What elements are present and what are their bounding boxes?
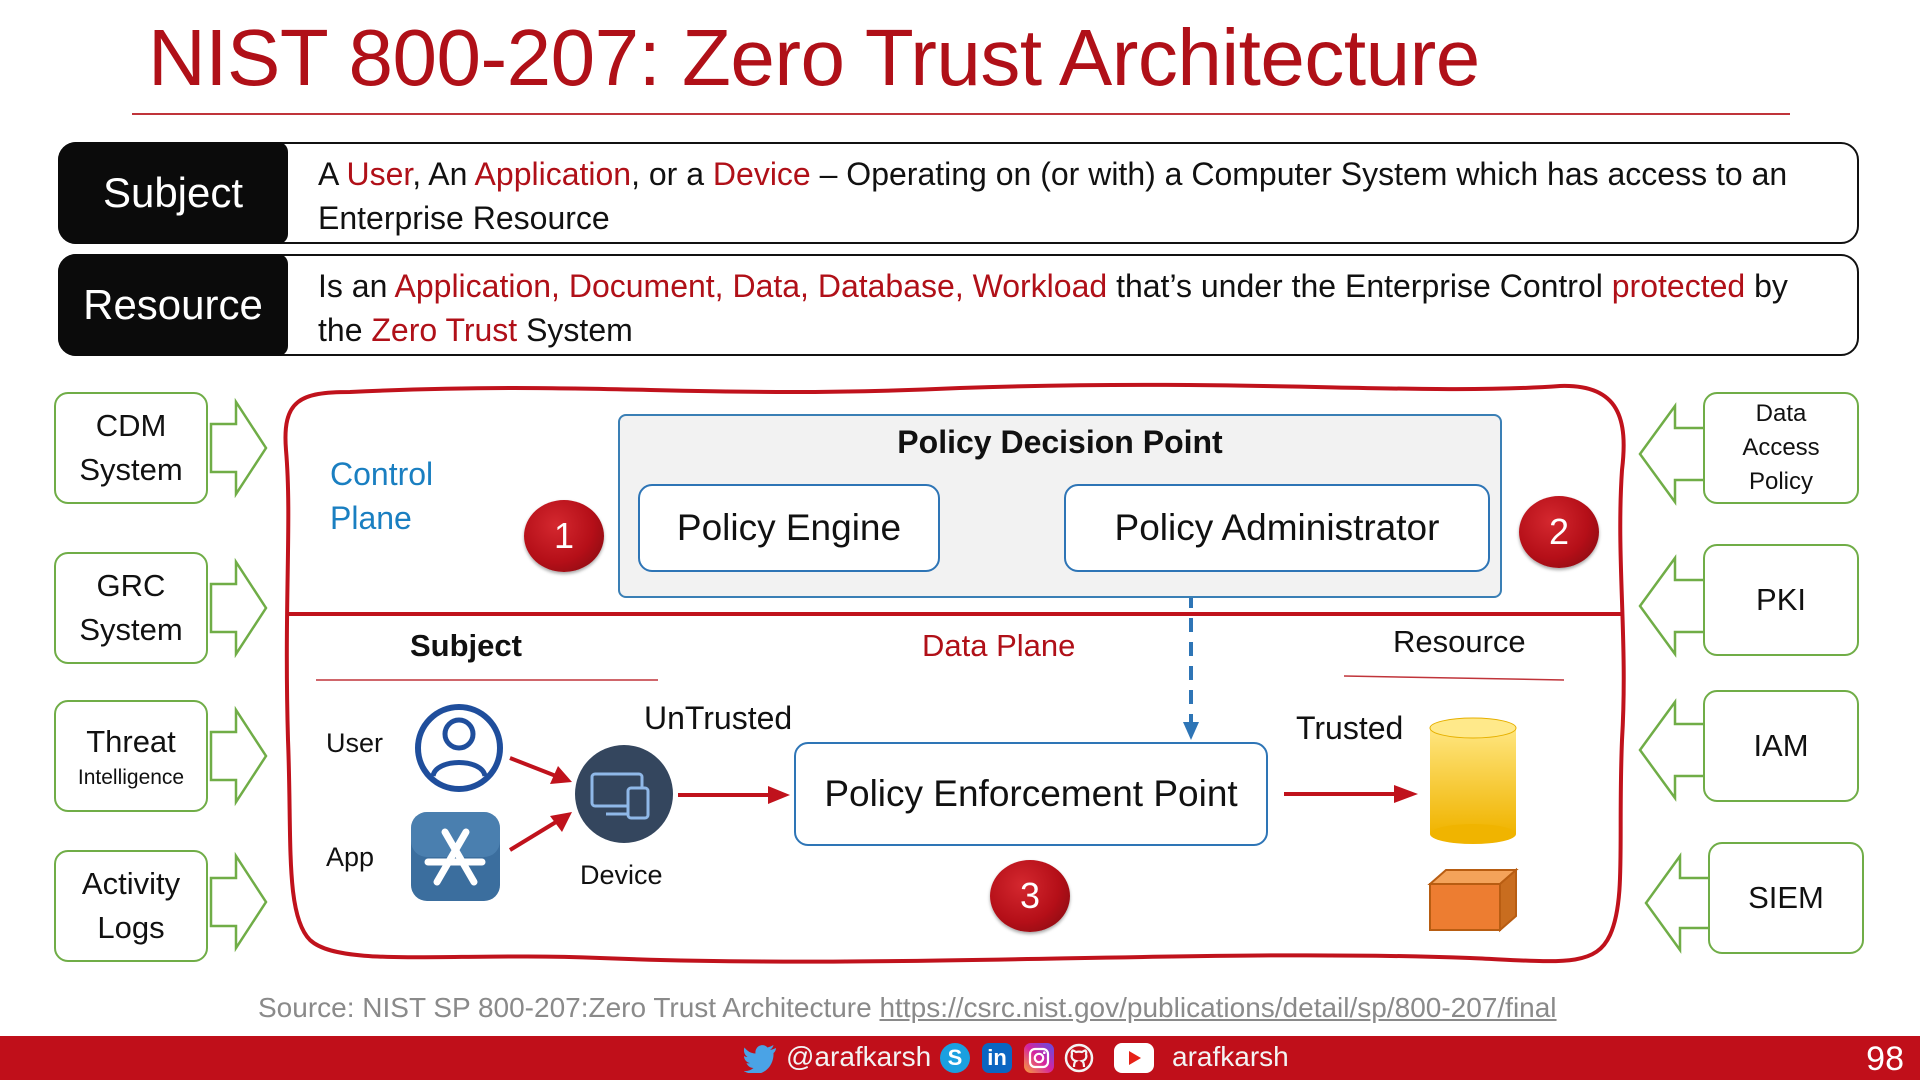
desc-highlight: Application, Document, Data, Database, Workload	[394, 268, 1108, 304]
youtube-handle[interactable]: arafkarsh	[1172, 1041, 1289, 1072]
linkedin-icon[interactable]: in	[982, 1043, 1012, 1073]
threat-intelligence-box	[54, 700, 208, 812]
input-arrow	[211, 562, 266, 654]
box-label: Access	[1742, 434, 1820, 461]
subject-heading: Subject	[410, 628, 522, 663]
badge-2: 2	[1519, 496, 1599, 568]
app-device-arrow	[510, 822, 556, 850]
box-label: Data	[1755, 400, 1807, 427]
source-prefix: Source: NIST SP 800-207:Zero Trust Architecture	[258, 992, 880, 1023]
policy-engine-box: Policy Engine	[638, 484, 940, 572]
box-label: Intelligence	[77, 766, 185, 789]
badge-1: 1	[524, 500, 604, 572]
input-arrow	[211, 402, 266, 494]
control-plane-label	[330, 452, 433, 540]
siem-box	[1708, 842, 1864, 954]
device-icon	[575, 745, 673, 843]
desc-highlight: protected	[1611, 268, 1746, 304]
skype-icon[interactable]: S	[940, 1043, 970, 1073]
desc-text: , or a	[631, 156, 713, 192]
box-label: Activity	[81, 866, 181, 901]
desc-highlight: Application	[474, 156, 632, 192]
box-label: SIEM	[1748, 880, 1824, 915]
github-icon[interactable]	[1064, 1043, 1094, 1073]
box-label: Threat	[86, 724, 176, 759]
box-label: Policy	[1748, 468, 1814, 495]
box-label: System	[79, 612, 183, 647]
label-line: Plane	[330, 500, 412, 536]
data-access-policy-box	[1703, 392, 1859, 504]
user-icon	[418, 707, 500, 789]
desc-text: by the	[318, 268, 1788, 348]
device-label: Device	[580, 860, 663, 890]
input-arrow	[1640, 558, 1705, 654]
box-icon	[1430, 870, 1516, 930]
desc-text: – Operating on (or with) a Computer System which has access to an Enterprise Resource	[318, 156, 1788, 236]
desc-highlight: Device	[712, 156, 811, 192]
instagram-icon[interactable]	[1024, 1043, 1054, 1073]
page-number: 98	[1866, 1040, 1904, 1078]
pki-box	[1703, 544, 1859, 656]
cdm-system-box	[54, 392, 208, 504]
resource-underline	[1344, 676, 1564, 680]
untrusted-label: UnTrusted	[644, 700, 793, 736]
subject-term: Subject	[58, 142, 288, 244]
iam-box	[1703, 690, 1859, 802]
pdp-title: Policy Decision Point	[897, 424, 1223, 460]
policy-administrator-box: Policy Administrator	[1064, 484, 1490, 572]
desc-highlight: User	[346, 156, 413, 192]
box-label: PKI	[1756, 582, 1806, 617]
desc-text: A	[318, 156, 347, 192]
page-title: NIST 800-207: Zero Trust Architecture	[148, 13, 1480, 102]
input-arrow	[1640, 702, 1705, 798]
app-store-icon	[411, 812, 500, 901]
user-label: User	[326, 728, 384, 758]
left-input-arrows	[211, 402, 266, 948]
desc-text: , An	[412, 156, 475, 192]
resource-heading: Resource	[1393, 624, 1526, 659]
resource-term: Resource	[58, 254, 288, 356]
twitter-icon[interactable]	[744, 1043, 778, 1073]
right-input-arrows	[1640, 406, 1710, 950]
activity-logs-box	[54, 850, 208, 962]
app-label: App	[326, 842, 375, 872]
box-label: IAM	[1753, 728, 1809, 763]
input-arrow	[211, 856, 266, 948]
input-arrow	[1646, 856, 1710, 950]
policy-enforcement-point-box: Policy Enforcement Point	[794, 742, 1268, 846]
box-label: CDM	[95, 408, 167, 443]
badge-3: 3	[990, 860, 1070, 932]
user-device-arrow	[510, 758, 556, 776]
desc-highlight: Zero Trust	[371, 312, 518, 348]
grc-system-box	[54, 552, 208, 664]
arrowhead-down	[1183, 722, 1199, 740]
box-label: Logs	[97, 910, 165, 945]
label-line: Control	[330, 456, 434, 492]
box-label: GRC	[96, 568, 166, 603]
input-arrow	[211, 710, 266, 802]
source-link[interactable]: https://csrc.nist.gov/publications/detail/sp/800-207/final	[879, 992, 1557, 1023]
desc-text: Is an	[318, 268, 395, 304]
database-icon	[1430, 718, 1516, 844]
desc-text: System	[517, 312, 633, 348]
box-label: System	[79, 452, 183, 487]
data-plane-label: Data Plane	[922, 628, 1076, 663]
source-citation	[258, 992, 1557, 1024]
input-arrow	[1640, 406, 1705, 502]
desc-text: that’s under the Enterprise Control	[1107, 268, 1612, 304]
twitter-handle[interactable]: @arafkarsh	[786, 1041, 932, 1072]
youtube-icon[interactable]	[1114, 1043, 1154, 1073]
trusted-label: Trusted	[1296, 710, 1404, 746]
